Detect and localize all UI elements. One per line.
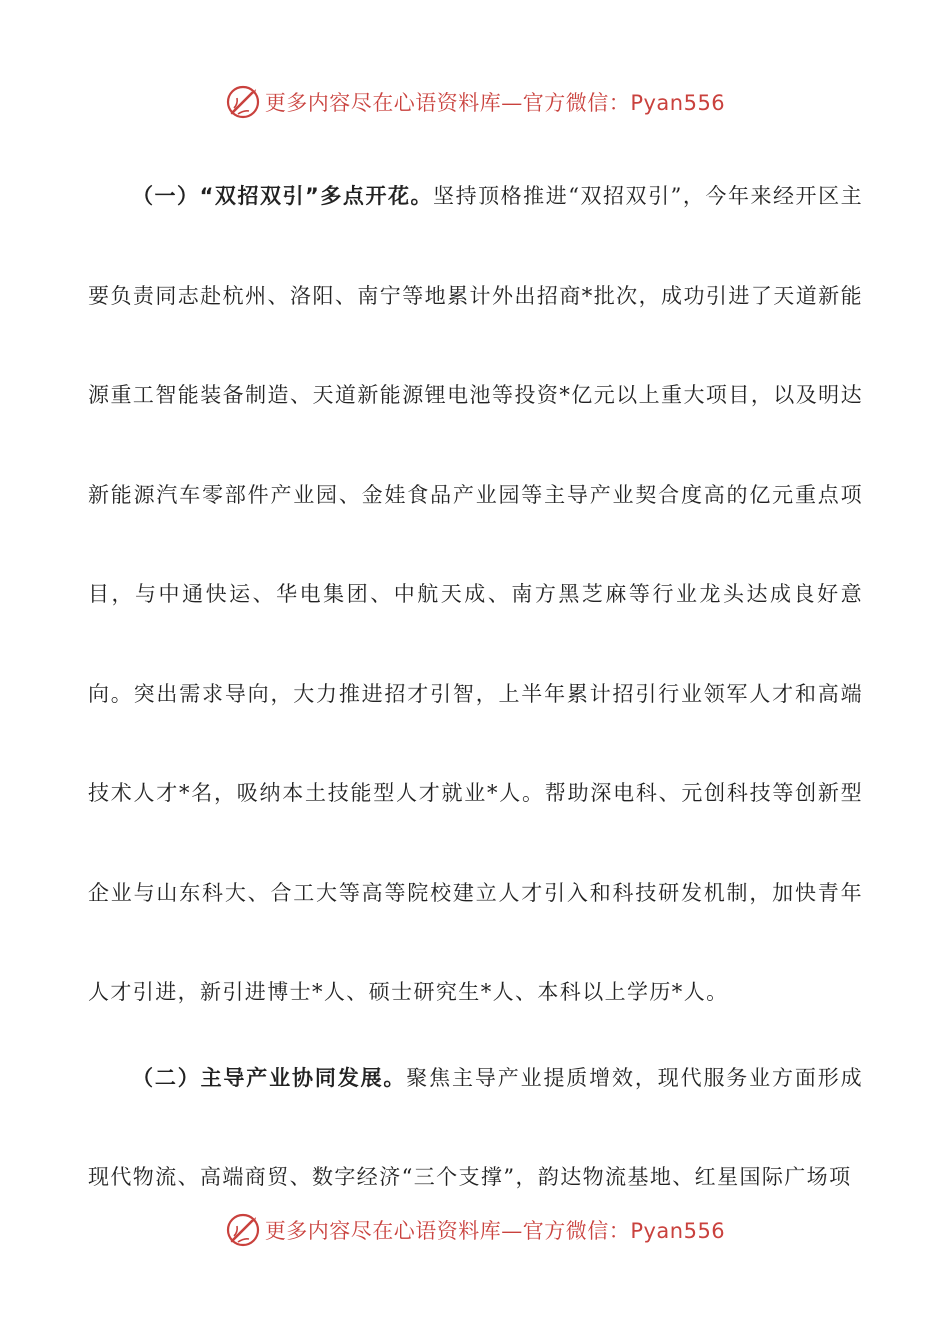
paragraph-1-text: 坚持顶格推进“双招双引”，今年来经开区主要负责同志赴杭州、洛阳、南宁等地累计外出招商*批次，成功引进了天道新能源重工智能装备制造、天道新能源锂电池等投资*亿元以上重大项目，以及明达新能源汽车零部件产业园、金娃食品产业园等主导产业契合度高的亿元重点项目，与中通快运、华电集团、中航天成、南方黑芝麻等行业龙头达成良好意向。突出需求导向，大力推进招才引智，上半年累计招引行业领军人才和高端技术人才*名，吸纳本土技能型人才就业*人。帮助深电科、元创科技等创新型企业与山东科大、合工大等高等院校建立人才引入和科技研发机制，加快青年人才引进，新引进博士*人、硕士研究生*人、本科以上学历*人。 (88, 184, 863, 1004)
banner-wechat-id: Pyan556 (630, 1219, 726, 1243)
paragraph-2 (88, 1029, 863, 1228)
banner-text (265, 1215, 725, 1245)
banner-wechat-id: Pyan556 (630, 91, 726, 115)
banner-slogan: 更多内容尽在心语资料库—官方微信： (264, 1219, 631, 1243)
paragraph-2-heading: （二）主导产业协同发展。 (132, 1065, 407, 1090)
banner-slogan: 更多内容尽在心语资料库—官方微信： (264, 91, 631, 115)
paragraph-1-heading: （一）“双招双引”多点开花。 (132, 184, 434, 208)
header-watermark-banner (0, 82, 950, 122)
pen-logo-icon (225, 84, 261, 120)
paragraph-2-text: 聚焦主导产业提质增效，现代服务业方面形成现代物流、高端商贸、数字经济“三个支撑”，韵达物流基地、红星国际广场项 (88, 1065, 863, 1189)
pen-logo-icon (225, 1212, 261, 1248)
footer-watermark-banner (0, 1210, 950, 1250)
paragraph-1 (88, 147, 863, 1043)
banner-text (265, 87, 725, 117)
document-body (88, 147, 863, 1228)
